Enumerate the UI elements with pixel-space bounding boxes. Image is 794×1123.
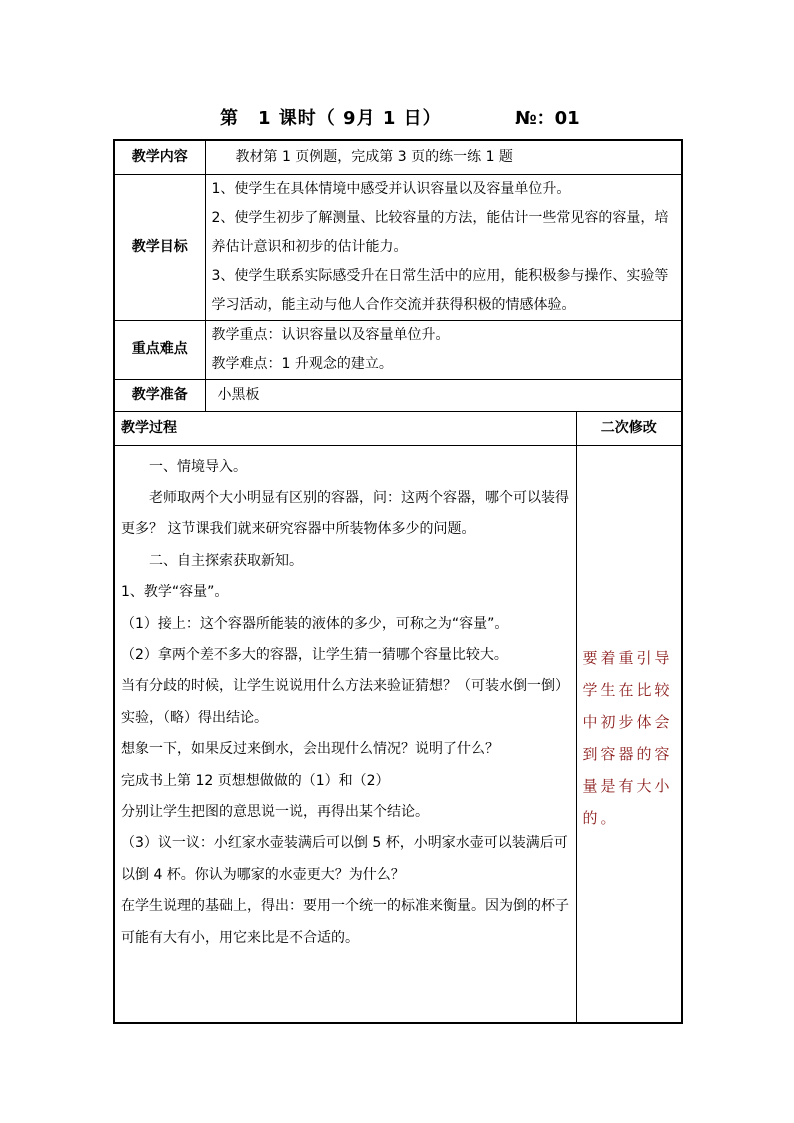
revision-header: 二次修改: [576, 411, 682, 445]
difficult-point: 教学难点：1 升观念的建立。: [211, 355, 393, 372]
preparation-label: 教学准备: [114, 379, 205, 411]
preparation-text: 小黑板: [205, 379, 682, 411]
preparation-row: [114, 379, 682, 411]
content-text: 教材第 1 页例题，完成第 3 页的练一练 1 题: [205, 140, 682, 174]
process-body: [114, 445, 576, 1023]
process-paragraph: （1）接上：这个容器所能装的液体的多少，可称之为“容量”。: [121, 615, 509, 632]
process-paragraph: 一、情境导入。: [149, 458, 247, 475]
objective-item: 2、使学生初步了解测量、比较容量的方法，能估计一些常见容的容量，培养估计意识和初步的估计能力。: [211, 209, 669, 255]
lesson-plan-table: [113, 139, 683, 1024]
revision-body: [576, 445, 682, 1023]
process-paragraph: 1、教学“容量”。: [121, 584, 229, 601]
key-point: 教学重点：认识容量以及容量单位升。: [211, 326, 450, 343]
objectives-cell: [205, 174, 682, 320]
process-paragraph: 二、自主探索获取新知。: [149, 552, 303, 569]
key-points-cell: [205, 320, 682, 379]
process-paragraph: 老师取两个大小明显有区别的容器，问：这两个容器，哪个可以装得更多？ 这节课我们就来研究容器中所装物体多少的问题。: [121, 489, 569, 538]
content-label: 教学内容: [114, 140, 205, 174]
process-paragraph: 在学生说理的基础上，得出：要用一个统一的标准来衡量。因为倒的杯子可能有大有小，用它来比是不合适的。: [121, 898, 569, 946]
process-header-row: [114, 411, 682, 445]
revision-note: 要着重引导学生在比较中初步体会到容器的容量是有大小的。: [582, 648, 673, 827]
process-paragraph: （3）议一议：小红家水壶装满后可以倒 5 杯，小明家水壶可以装满后可以倒 4 杯。你认为哪家的水壶更大？为什么？: [121, 835, 568, 883]
key-points-label: 重点难点: [114, 320, 205, 379]
key-points-row: [114, 320, 682, 379]
objectives-row: [114, 174, 682, 320]
objectives-label: 教学目标: [114, 174, 205, 320]
lesson-title: 第 1 课时（ 9月 1 日）: [220, 108, 442, 129]
process-paragraph: 完成书上第 12 页想想做做的（1）和（2）: [121, 772, 390, 789]
process-header: 教学过程: [114, 411, 576, 445]
process-paragraph: 想象一下，如果反过来倒水，会出现什么情况？说明了什么？: [121, 741, 499, 758]
process-body-row: [114, 445, 682, 1023]
lesson-number: №：01: [515, 108, 580, 129]
content-row: [114, 140, 682, 174]
lesson-title-bar: [0, 104, 794, 132]
process-paragraph: 分别让学生把图的意思说一说，再得出某个结论。: [121, 803, 429, 820]
process-paragraph: 实验，（略）得出结论。: [121, 709, 268, 726]
process-paragraph: （2）拿两个差不多大的容器，让学生猜一猜哪个容量比较大。: [121, 646, 508, 663]
objective-item: 1、使学生在具体情境中感受并认识容量以及容量单位升。: [211, 180, 571, 197]
process-paragraph: 当有分歧的时候，让学生说说用什么方法来验证猜想？（可装水倒一倒）: [121, 678, 569, 695]
objective-item: 3、使学生联系实际感受升在日常生活中的应用，能积极参与操作、实验等学习活动，能主动与他人合作交流并获得积极的情感体验。: [211, 267, 669, 313]
